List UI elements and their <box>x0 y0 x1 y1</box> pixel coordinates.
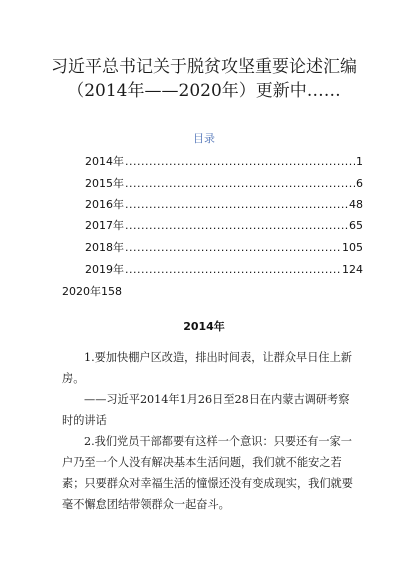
toc-entry-page: 105 <box>342 241 363 254</box>
toc-entry-page: 6 <box>356 177 363 190</box>
section-heading: 2014年 <box>183 320 225 333</box>
document-title-line-1: 习近平总书记关于脱贫攻坚重要论述汇编 <box>51 57 357 77</box>
document-title-line-2: （2014年——2020年）更新中…… <box>67 81 341 101</box>
toc-entry-page: 1 <box>356 155 363 168</box>
toc-leader-dots <box>125 263 341 276</box>
toc-leader-dots <box>125 155 355 168</box>
toc-leader-dots <box>125 241 341 254</box>
paragraph-2: 2.我们党员干部都要有这样一个意识：只要还有一家一户乃至一个人没有解决基本生活问题，我们就不能安之若素；只要群众对幸福生活的憧憬还没有变成现实，我们就要毫不懈怠团结带领群众一起奋斗。 <box>62 435 353 511</box>
toc-entry-label: 2016年 <box>85 198 124 211</box>
toc-entry-2020[interactable]: 2020年158 <box>62 285 122 298</box>
toc-entry-label: 2015年 <box>85 177 124 190</box>
paragraph-source-1: ——习近平2014年1月26日至28日在内蒙古调研考察时的讲话 <box>62 393 350 427</box>
toc-entry-2014[interactable] <box>85 153 363 169</box>
toc-entry-label: 2018年 <box>85 241 124 254</box>
toc-entry-label: 2017年 <box>85 219 124 232</box>
toc-entry-page: 124 <box>342 263 363 276</box>
toc-entry-2019[interactable] <box>85 261 363 277</box>
toc-entry-page: 48 <box>349 198 363 211</box>
toc-leader-dots <box>125 177 355 190</box>
toc-entry-page: 65 <box>349 219 363 232</box>
toc-entry-label: 2014年 <box>85 155 124 168</box>
toc-entry-label: 2019年 <box>85 263 124 276</box>
toc-entry-2016[interactable] <box>85 196 363 212</box>
paragraph-1: 1.要加快棚户区改造，排出时间表，让群众早日住上新房。 <box>62 351 352 385</box>
toc-heading[interactable]: 目录 <box>193 132 215 145</box>
toc-leader-dots <box>125 219 348 232</box>
toc-entry-2015[interactable] <box>85 175 363 191</box>
toc-entry-2018[interactable] <box>85 239 363 255</box>
toc-entry-2017[interactable] <box>85 217 363 233</box>
toc-leader-dots <box>125 198 348 211</box>
